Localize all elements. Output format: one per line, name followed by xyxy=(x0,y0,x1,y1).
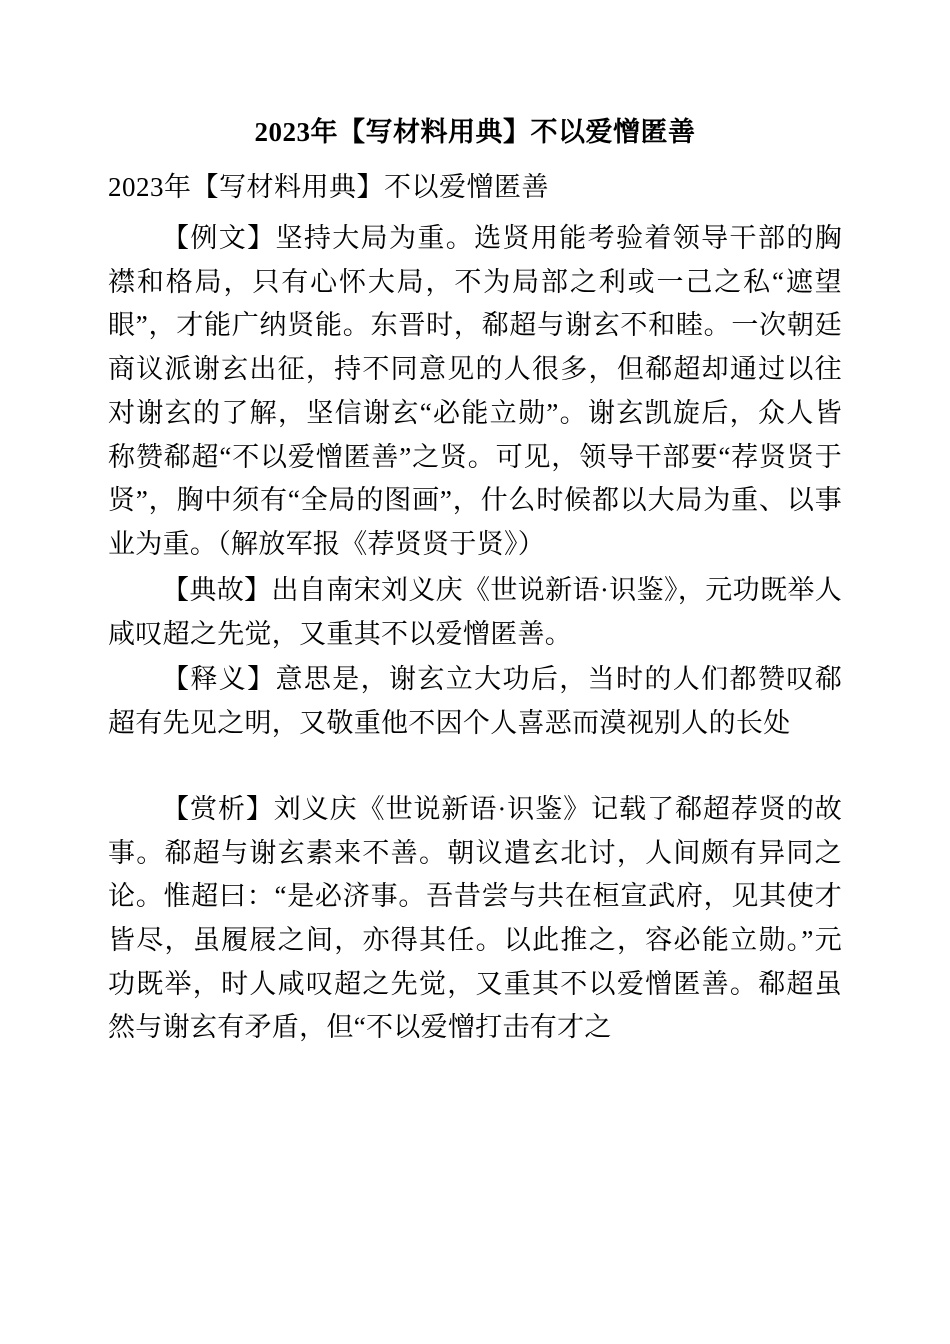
paragraph-appreciation: 【赏析】刘义庆《世说新语·识鉴》记载了郗超荐贤的故事。郗超与谢玄素来不善。朝议遣玄北讨，人间颇有异同之论。惟超曰：“是必济事。吾昔尝与共在桓宣武府，见其使才皆尽，虽履屐之间，亦得其任。以此推之，容必能立勋。”元功既举，时人咸叹超之先觉，又重其不以爱憎匿善。郗超虽然与谢玄有矛盾，但“不以爱憎打击有才之 xyxy=(108,793,842,1043)
paragraph-example: 【例文】坚持大局为重。选贤用能考验着领导干部的胸襟和格局，只有心怀大局，不为局部之利或一己之私“遮望眼”，才能广纳贤能。东晋时，郗超与谢玄不和睦。一次朝廷商议派谢玄出征，持不同意见的人很多，但郗超却通过以往对谢玄的了解，坚信谢玄“必能立勋”。谢玄凯旋后，众人皆称赞郗超“不以爱憎匿善”之贤。可见，领导干部要“荐贤贤于贤”，胸中须有“全局的图画”，什么时候都以大局为重、以事业为重。（解放军报《荐贤贤于贤》） xyxy=(108,223,842,560)
paragraph-spacer xyxy=(108,748,842,788)
paragraph-allusion: 【典故】出自南宋刘义庆《世说新语·识鉴》，元功既举人咸叹超之先觉，又重其不以爱憎匿善。 xyxy=(108,574,842,649)
document-subtitle: 2023年【写材料用典】不以爱憎匿善 xyxy=(108,171,549,202)
page-title: 2023年【写材料用典】不以爱憎匿善 xyxy=(254,117,696,147)
paragraph-definition: 【释义】意思是，谢玄立大功后，当时的人们都赞叹郗超有先见之明，又敬重他不因个人喜恶而漠视别人的长处 xyxy=(108,664,842,739)
